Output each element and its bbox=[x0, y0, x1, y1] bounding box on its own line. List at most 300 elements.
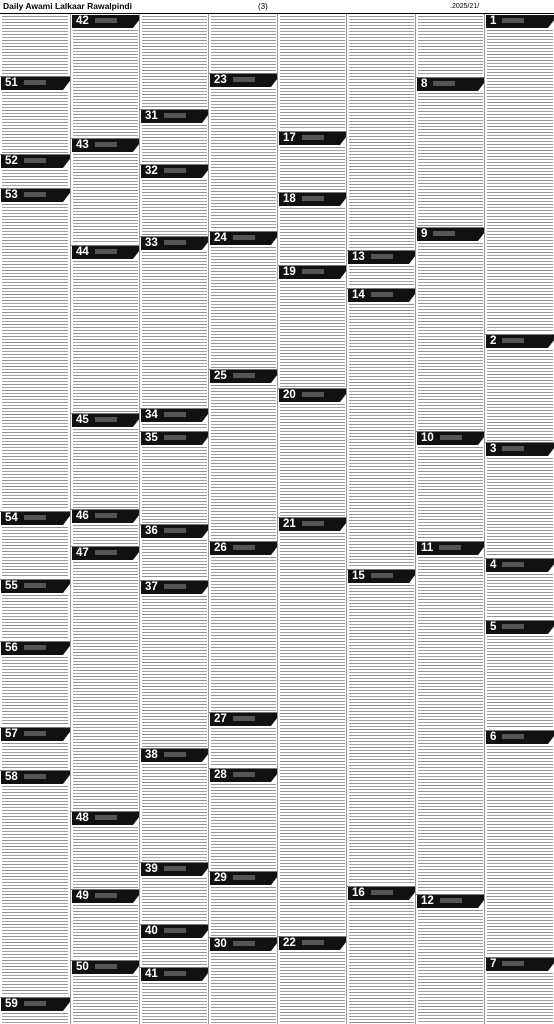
label-strip bbox=[164, 528, 186, 533]
notice-number: 4 bbox=[490, 559, 497, 571]
notice-number: 40 bbox=[145, 925, 158, 937]
notice-46 bbox=[71, 509, 140, 546]
notice-number: 46 bbox=[76, 510, 89, 522]
notice-number: 39 bbox=[145, 863, 158, 875]
notice-number: 20 bbox=[283, 389, 296, 401]
notice-number-tag bbox=[486, 621, 548, 634]
label-strip bbox=[233, 875, 255, 880]
notice-number-tag bbox=[1, 77, 63, 90]
label-strip bbox=[164, 752, 186, 757]
label-strip bbox=[502, 734, 524, 739]
notice-number: 52 bbox=[5, 155, 18, 167]
notice-number-tag bbox=[486, 958, 548, 971]
notice-21 bbox=[278, 517, 347, 936]
label-strip bbox=[164, 866, 186, 871]
notice-7 bbox=[485, 957, 554, 1024]
notice-number: 42 bbox=[76, 15, 89, 27]
notice-47 bbox=[71, 546, 140, 811]
notice-body-text bbox=[280, 208, 345, 264]
label-strip bbox=[95, 513, 117, 518]
notice-number: 51 bbox=[5, 77, 18, 89]
notice-body-text bbox=[280, 147, 345, 191]
tag-corner bbox=[63, 728, 70, 741]
notice-number-tag bbox=[72, 890, 133, 903]
notice-number: 26 bbox=[214, 542, 227, 554]
notice-number-tag bbox=[72, 15, 133, 28]
notice-number-tag bbox=[210, 542, 271, 555]
notice-number: 37 bbox=[145, 581, 158, 593]
notice-number-tag bbox=[417, 228, 478, 241]
notice-number-tag bbox=[72, 961, 133, 974]
label-strip bbox=[233, 941, 255, 946]
label-strip bbox=[24, 583, 46, 588]
notice-body-text bbox=[349, 266, 414, 287]
label-strip bbox=[502, 961, 524, 966]
tag-corner bbox=[63, 771, 70, 784]
notice-number: 17 bbox=[283, 132, 296, 144]
notice-43 bbox=[71, 138, 140, 245]
notice-52 bbox=[0, 154, 70, 188]
notice-number: 47 bbox=[76, 547, 89, 559]
notice-body-text bbox=[142, 940, 207, 966]
notice-body-text bbox=[211, 887, 276, 936]
notice-body-text bbox=[142, 252, 207, 407]
notice-48 bbox=[71, 811, 140, 889]
continued-text bbox=[416, 14, 485, 77]
notice-19 bbox=[278, 265, 347, 388]
notice-number-tag bbox=[348, 887, 409, 900]
label-strip bbox=[164, 435, 186, 440]
column-8 bbox=[484, 14, 554, 1024]
notice-number: 36 bbox=[145, 525, 158, 537]
notice-number: 33 bbox=[145, 237, 158, 249]
notice-body-text bbox=[211, 385, 276, 540]
notice-number-tag bbox=[279, 193, 340, 206]
notice-number: 58 bbox=[5, 771, 18, 783]
notice-22 bbox=[278, 936, 347, 1024]
notice-body-text bbox=[211, 16, 276, 72]
label-strip bbox=[502, 562, 524, 567]
notice-26 bbox=[209, 541, 278, 712]
tag-corner bbox=[63, 189, 70, 202]
notice-25 bbox=[209, 369, 278, 541]
notice-number: 15 bbox=[352, 570, 365, 582]
notice-body-text bbox=[2, 1013, 68, 1023]
notice-44 bbox=[71, 245, 140, 413]
notice-number: 30 bbox=[214, 938, 227, 950]
notice-number-tag bbox=[141, 863, 202, 876]
label-strip bbox=[164, 584, 186, 589]
notice-59 bbox=[0, 997, 70, 1024]
notice-number-tag bbox=[210, 370, 271, 383]
notice-number: 48 bbox=[76, 812, 89, 824]
page-number: (3) bbox=[258, 2, 268, 11]
notice-body-text bbox=[2, 527, 68, 578]
notice-number-tag bbox=[72, 547, 133, 560]
notice-body-text bbox=[2, 92, 68, 153]
label-strip bbox=[440, 898, 462, 903]
notice-number-tag bbox=[141, 968, 202, 981]
notice-number: 13 bbox=[352, 251, 365, 263]
label-strip bbox=[439, 545, 461, 550]
label-strip bbox=[502, 624, 524, 629]
label-strip bbox=[371, 890, 393, 895]
notice-body-text bbox=[280, 533, 345, 935]
notice-8 bbox=[416, 77, 485, 227]
notice-number-tag bbox=[1, 998, 63, 1011]
tag-corner bbox=[548, 15, 554, 28]
notice-13 bbox=[347, 250, 416, 288]
notice-number-tag bbox=[279, 937, 340, 950]
notice-body-text bbox=[487, 746, 553, 956]
notice-number: 32 bbox=[145, 165, 158, 177]
notice-body-text bbox=[73, 905, 138, 959]
notice-body-text bbox=[487, 458, 553, 557]
notice-number: 55 bbox=[5, 580, 18, 592]
notice-50 bbox=[71, 960, 140, 1024]
notice-body-text bbox=[280, 281, 345, 387]
classified-columns bbox=[0, 14, 554, 1024]
notice-number: 3 bbox=[490, 443, 497, 455]
label-strip bbox=[302, 196, 324, 201]
notice-number-tag bbox=[1, 512, 63, 525]
label-strip bbox=[302, 521, 324, 526]
notice-32 bbox=[140, 164, 209, 236]
label-strip bbox=[95, 893, 117, 898]
notice-number-tag bbox=[279, 132, 340, 145]
notice-body-text bbox=[142, 764, 207, 861]
notice-body-text bbox=[418, 16, 483, 76]
notice-body-text bbox=[73, 261, 138, 412]
notice-body-text bbox=[211, 557, 276, 711]
label-strip bbox=[302, 135, 324, 140]
notice-number-tag bbox=[141, 925, 202, 938]
notice-number-tag bbox=[141, 237, 202, 250]
notice-number: 28 bbox=[214, 769, 227, 781]
notice-number: 38 bbox=[145, 749, 158, 761]
label-strip bbox=[24, 192, 46, 197]
notice-body-text bbox=[349, 16, 414, 249]
notice-number-tag bbox=[210, 74, 271, 87]
label-strip bbox=[371, 254, 393, 259]
notice-12 bbox=[416, 894, 485, 1024]
notice-41 bbox=[140, 967, 209, 1024]
notice-number-tag bbox=[348, 251, 409, 264]
notice-body-text bbox=[142, 180, 207, 235]
notice-33 bbox=[140, 236, 209, 408]
newspaper-title: Daily Awami Lalkaar Rawalpindi bbox=[3, 1, 132, 11]
notice-29 bbox=[209, 871, 278, 937]
notice-4 bbox=[485, 558, 554, 620]
notice-body-text bbox=[73, 976, 138, 1023]
label-strip bbox=[302, 269, 324, 274]
notice-number: 34 bbox=[145, 409, 158, 421]
label-strip bbox=[95, 249, 117, 254]
notice-57 bbox=[0, 727, 70, 770]
notice-number-tag bbox=[486, 559, 548, 572]
notice-number: 53 bbox=[5, 189, 18, 201]
notice-42 bbox=[71, 14, 140, 138]
tag-corner bbox=[548, 731, 554, 744]
notice-number-tag bbox=[72, 812, 133, 825]
notice-5 bbox=[485, 620, 554, 730]
notice-body-text bbox=[2, 786, 68, 996]
notice-body-text bbox=[487, 350, 553, 441]
notice-body-text bbox=[280, 952, 345, 1023]
notice-number-tag bbox=[72, 414, 133, 427]
notice-number-tag bbox=[141, 432, 202, 445]
tag-corner bbox=[548, 559, 554, 572]
notice-number-tag bbox=[210, 938, 271, 951]
notice-body-text bbox=[211, 89, 276, 230]
column-1 bbox=[0, 14, 70, 1024]
notice-body-text bbox=[2, 657, 68, 726]
notice-number-tag bbox=[141, 749, 202, 762]
notice-body-text bbox=[349, 585, 414, 885]
label-strip bbox=[164, 168, 186, 173]
label-strip bbox=[502, 446, 524, 451]
notice-number-tag bbox=[72, 246, 133, 259]
notice-number-tag bbox=[279, 389, 340, 402]
notice-number: 14 bbox=[352, 289, 365, 301]
notice-body-text bbox=[73, 525, 138, 545]
masthead bbox=[0, 0, 554, 14]
notice-24 bbox=[209, 231, 278, 369]
notice-number-tag bbox=[210, 872, 271, 885]
label-strip bbox=[433, 81, 455, 86]
notice-number: 45 bbox=[76, 414, 89, 426]
notice-number: 12 bbox=[421, 895, 434, 907]
continued-text bbox=[0, 14, 70, 76]
notice-number-tag bbox=[1, 189, 63, 202]
notice-number: 24 bbox=[214, 232, 227, 244]
notice-number: 22 bbox=[283, 937, 296, 949]
label-strip bbox=[502, 338, 524, 343]
notice-number: 56 bbox=[5, 642, 18, 654]
notice-number: 9 bbox=[421, 228, 428, 240]
notice-number: 16 bbox=[352, 887, 365, 899]
notice-number-tag bbox=[141, 525, 202, 538]
notice-number: 59 bbox=[5, 998, 18, 1010]
continued-text bbox=[278, 14, 347, 131]
notice-54 bbox=[0, 511, 70, 579]
notice-body-text bbox=[73, 154, 138, 244]
notice-number-tag bbox=[1, 771, 63, 784]
label-strip bbox=[233, 772, 255, 777]
notice-1 bbox=[485, 14, 554, 334]
column-3 bbox=[139, 14, 209, 1024]
notice-38 bbox=[140, 748, 209, 862]
label-strip bbox=[164, 928, 186, 933]
notice-17 bbox=[278, 131, 347, 192]
notice-37 bbox=[140, 580, 209, 748]
notice-number: 6 bbox=[490, 731, 497, 743]
notice-body-text bbox=[487, 636, 553, 729]
label-strip bbox=[95, 417, 117, 422]
tag-corner bbox=[63, 512, 70, 525]
notice-body-text bbox=[2, 16, 68, 75]
continued-text bbox=[140, 14, 209, 109]
notice-number: 43 bbox=[76, 139, 89, 151]
label-strip bbox=[371, 573, 393, 578]
notice-number-tag bbox=[417, 542, 478, 555]
notice-number: 41 bbox=[145, 968, 158, 980]
notice-body-text bbox=[349, 304, 414, 568]
notice-2 bbox=[485, 334, 554, 442]
notice-body-text bbox=[142, 540, 207, 579]
notice-body-text bbox=[280, 404, 345, 516]
notice-number-tag bbox=[141, 581, 202, 594]
notice-number: 50 bbox=[76, 961, 89, 973]
label-strip bbox=[433, 231, 455, 236]
tag-corner bbox=[548, 621, 554, 634]
label-strip bbox=[95, 550, 117, 555]
notice-number-tag bbox=[141, 165, 202, 178]
notice-body-text bbox=[418, 557, 483, 893]
notice-number-tag bbox=[279, 518, 340, 531]
notice-14 bbox=[347, 288, 416, 569]
notice-number: 57 bbox=[5, 728, 18, 740]
notice-number-tag bbox=[417, 78, 478, 91]
label-strip bbox=[95, 815, 117, 820]
notice-number-tag bbox=[210, 232, 271, 245]
notice-number-tag bbox=[417, 895, 478, 908]
notice-number-tag bbox=[210, 769, 271, 782]
label-strip bbox=[440, 435, 462, 440]
notice-number: 11 bbox=[421, 542, 434, 554]
notice-body-text bbox=[2, 743, 68, 769]
column-7 bbox=[415, 14, 485, 1024]
label-strip bbox=[233, 545, 255, 550]
notice-body-text bbox=[73, 562, 138, 810]
label-strip bbox=[24, 731, 46, 736]
notice-body-text bbox=[2, 595, 68, 640]
notice-30 bbox=[209, 937, 278, 1024]
column-2 bbox=[70, 14, 140, 1024]
notice-number-tag bbox=[141, 110, 202, 123]
notice-18 bbox=[278, 192, 347, 265]
notice-number-tag bbox=[141, 409, 202, 422]
column-6 bbox=[346, 14, 416, 1024]
notice-56 bbox=[0, 641, 70, 727]
notice-9 bbox=[416, 227, 485, 431]
notice-15 bbox=[347, 569, 416, 886]
label-strip bbox=[164, 412, 186, 417]
notice-number-tag bbox=[1, 155, 63, 168]
column-5 bbox=[277, 14, 347, 1024]
notice-35 bbox=[140, 431, 209, 524]
notice-body-text bbox=[487, 973, 553, 1023]
notice-number: 49 bbox=[76, 890, 89, 902]
label-strip bbox=[164, 240, 186, 245]
notice-55 bbox=[0, 579, 70, 641]
notice-58 bbox=[0, 770, 70, 997]
tag-corner bbox=[63, 580, 70, 593]
notice-body-text bbox=[142, 424, 207, 430]
notice-number-tag bbox=[210, 713, 271, 726]
notice-number-tag bbox=[348, 570, 409, 583]
label-strip bbox=[233, 716, 255, 721]
label-strip bbox=[24, 1001, 46, 1006]
notice-body-text bbox=[418, 93, 483, 226]
notice-body-text bbox=[73, 30, 138, 137]
notice-11 bbox=[416, 541, 485, 894]
notice-number: 5 bbox=[490, 621, 497, 633]
notice-body-text bbox=[142, 596, 207, 747]
label-strip bbox=[164, 113, 186, 118]
label-strip bbox=[233, 77, 255, 82]
notice-body-text bbox=[211, 247, 276, 368]
notice-number: 10 bbox=[421, 432, 434, 444]
notice-40 bbox=[140, 924, 209, 967]
notice-body-text bbox=[418, 910, 483, 1023]
notice-body-text bbox=[211, 953, 276, 1023]
issue-date: .2025/21/ bbox=[450, 3, 480, 10]
label-strip bbox=[233, 235, 255, 240]
notice-body-text bbox=[142, 125, 207, 163]
notice-53 bbox=[0, 188, 70, 511]
notice-10 bbox=[416, 431, 485, 541]
tag-corner bbox=[548, 335, 554, 348]
notice-number-tag bbox=[1, 580, 63, 593]
label-strip bbox=[95, 18, 117, 23]
tag-corner bbox=[63, 642, 70, 655]
label-strip bbox=[95, 142, 117, 147]
notice-body-text bbox=[487, 574, 553, 619]
notice-body-text bbox=[142, 16, 207, 108]
notice-number-tag bbox=[486, 443, 548, 456]
notice-number-tag bbox=[1, 642, 63, 655]
notice-body-text bbox=[73, 827, 138, 888]
label-strip bbox=[24, 80, 46, 85]
notice-number-tag bbox=[1, 728, 63, 741]
notice-number: 1 bbox=[490, 15, 497, 27]
tag-corner bbox=[63, 155, 70, 168]
tag-corner bbox=[63, 998, 70, 1011]
notice-body-text bbox=[487, 30, 553, 333]
notice-27 bbox=[209, 712, 278, 768]
notice-number-tag bbox=[417, 432, 478, 445]
notice-body-text bbox=[142, 447, 207, 523]
notice-body-text bbox=[211, 728, 276, 767]
label-strip bbox=[95, 964, 117, 969]
notice-body-text bbox=[2, 170, 68, 187]
notice-number-tag bbox=[486, 15, 548, 28]
tag-corner bbox=[548, 958, 554, 971]
notice-6 bbox=[485, 730, 554, 957]
label-strip bbox=[24, 158, 46, 163]
notice-31 bbox=[140, 109, 209, 164]
notice-body-text bbox=[2, 204, 68, 510]
label-strip bbox=[24, 515, 46, 520]
notice-number: 18 bbox=[283, 193, 296, 205]
label-strip bbox=[371, 292, 393, 297]
label-strip bbox=[24, 645, 46, 650]
notice-49 bbox=[71, 889, 140, 960]
notice-number: 27 bbox=[214, 713, 227, 725]
notice-body-text bbox=[73, 429, 138, 508]
notice-number-tag bbox=[72, 510, 133, 523]
notice-45 bbox=[71, 413, 140, 509]
tag-corner bbox=[548, 443, 554, 456]
notice-number: 21 bbox=[283, 518, 296, 530]
notice-20 bbox=[278, 388, 347, 517]
label-strip bbox=[233, 373, 255, 378]
notice-body-text bbox=[418, 243, 483, 430]
notice-body-text bbox=[142, 878, 207, 923]
notice-number-tag bbox=[279, 266, 340, 279]
label-strip bbox=[164, 971, 186, 976]
